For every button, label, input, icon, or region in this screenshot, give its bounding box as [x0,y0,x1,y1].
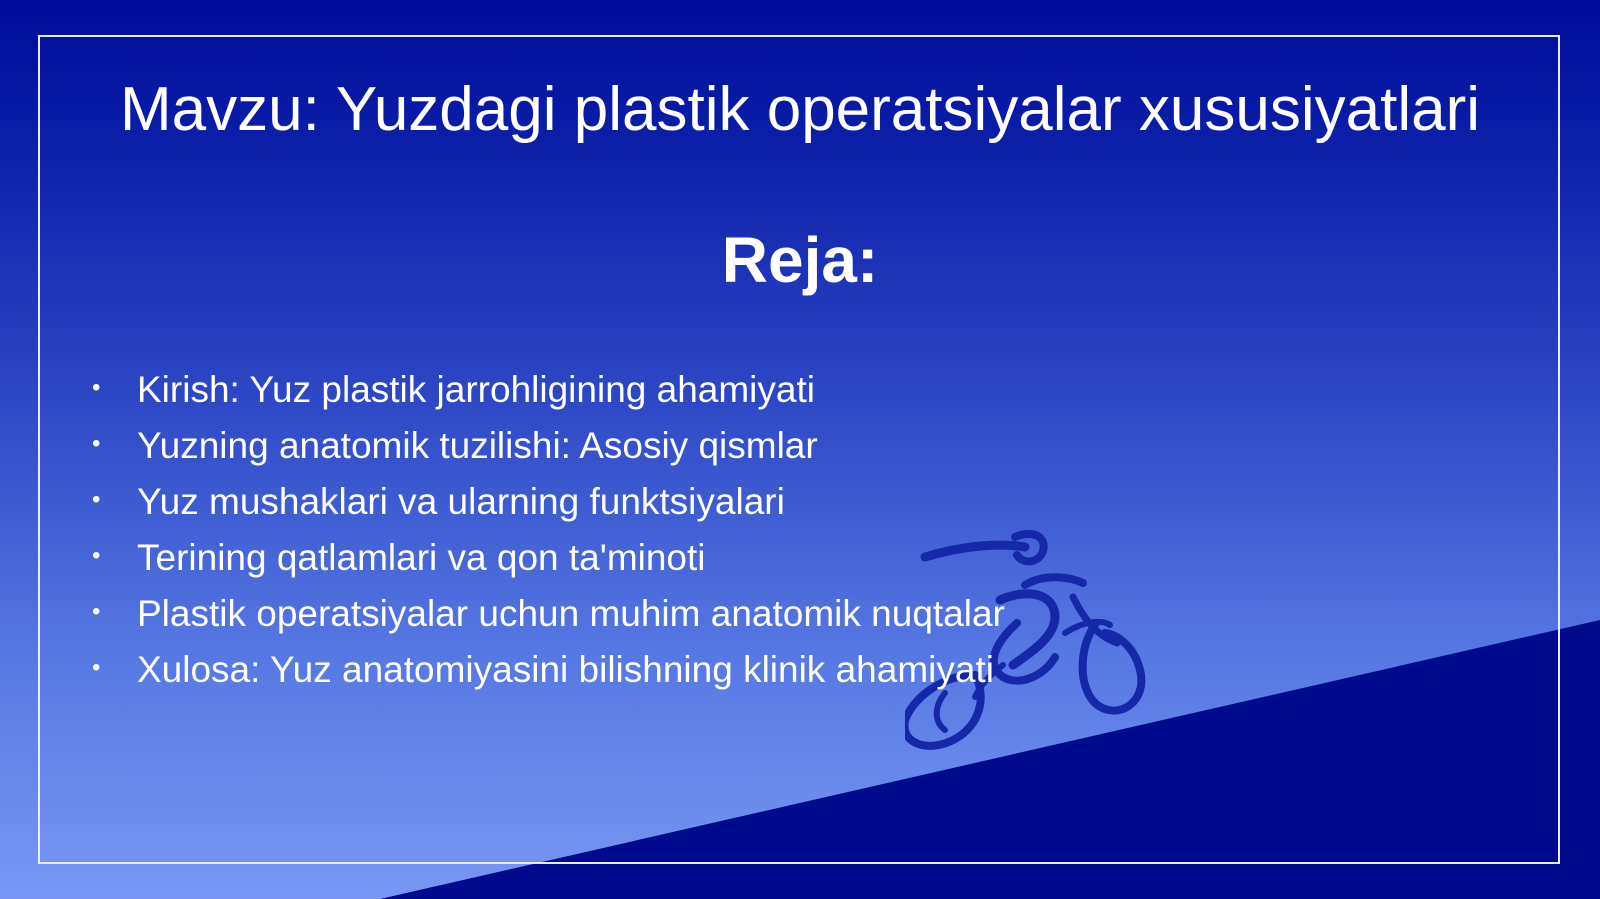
list-item-text: Kirish: Yuz plastik jarrohligining ahamiyati [137,369,815,410]
bullet-icon: • [92,542,101,569]
bullet-icon: • [92,374,101,401]
list-item-text: Xulosa: Yuz anatomiyasini bilishning klinik ahamiyati [137,649,994,690]
list-item-text: Yuzning anatomik tuzilishi: Asosiy qismlar [137,425,818,466]
bullet-icon: • [92,654,101,681]
bullet-icon: • [92,430,101,457]
slide-subtitle: Reja: [721,224,879,296]
bullet-icon: • [92,598,101,625]
slide-title: Mavzu: Yuzdagi plastik operatsiyalar xususiyatlari [119,75,1481,144]
list-item-text: Plastik operatsiyalar uchun muhim anatomik nuqtalar [137,593,1005,634]
list-item-text: Terining qatlamlari va qon ta'minoti [137,537,706,578]
bullet-icon: • [92,486,101,513]
list-item-text: Yuz mushaklari va ularning funktsiyalari [137,481,785,522]
